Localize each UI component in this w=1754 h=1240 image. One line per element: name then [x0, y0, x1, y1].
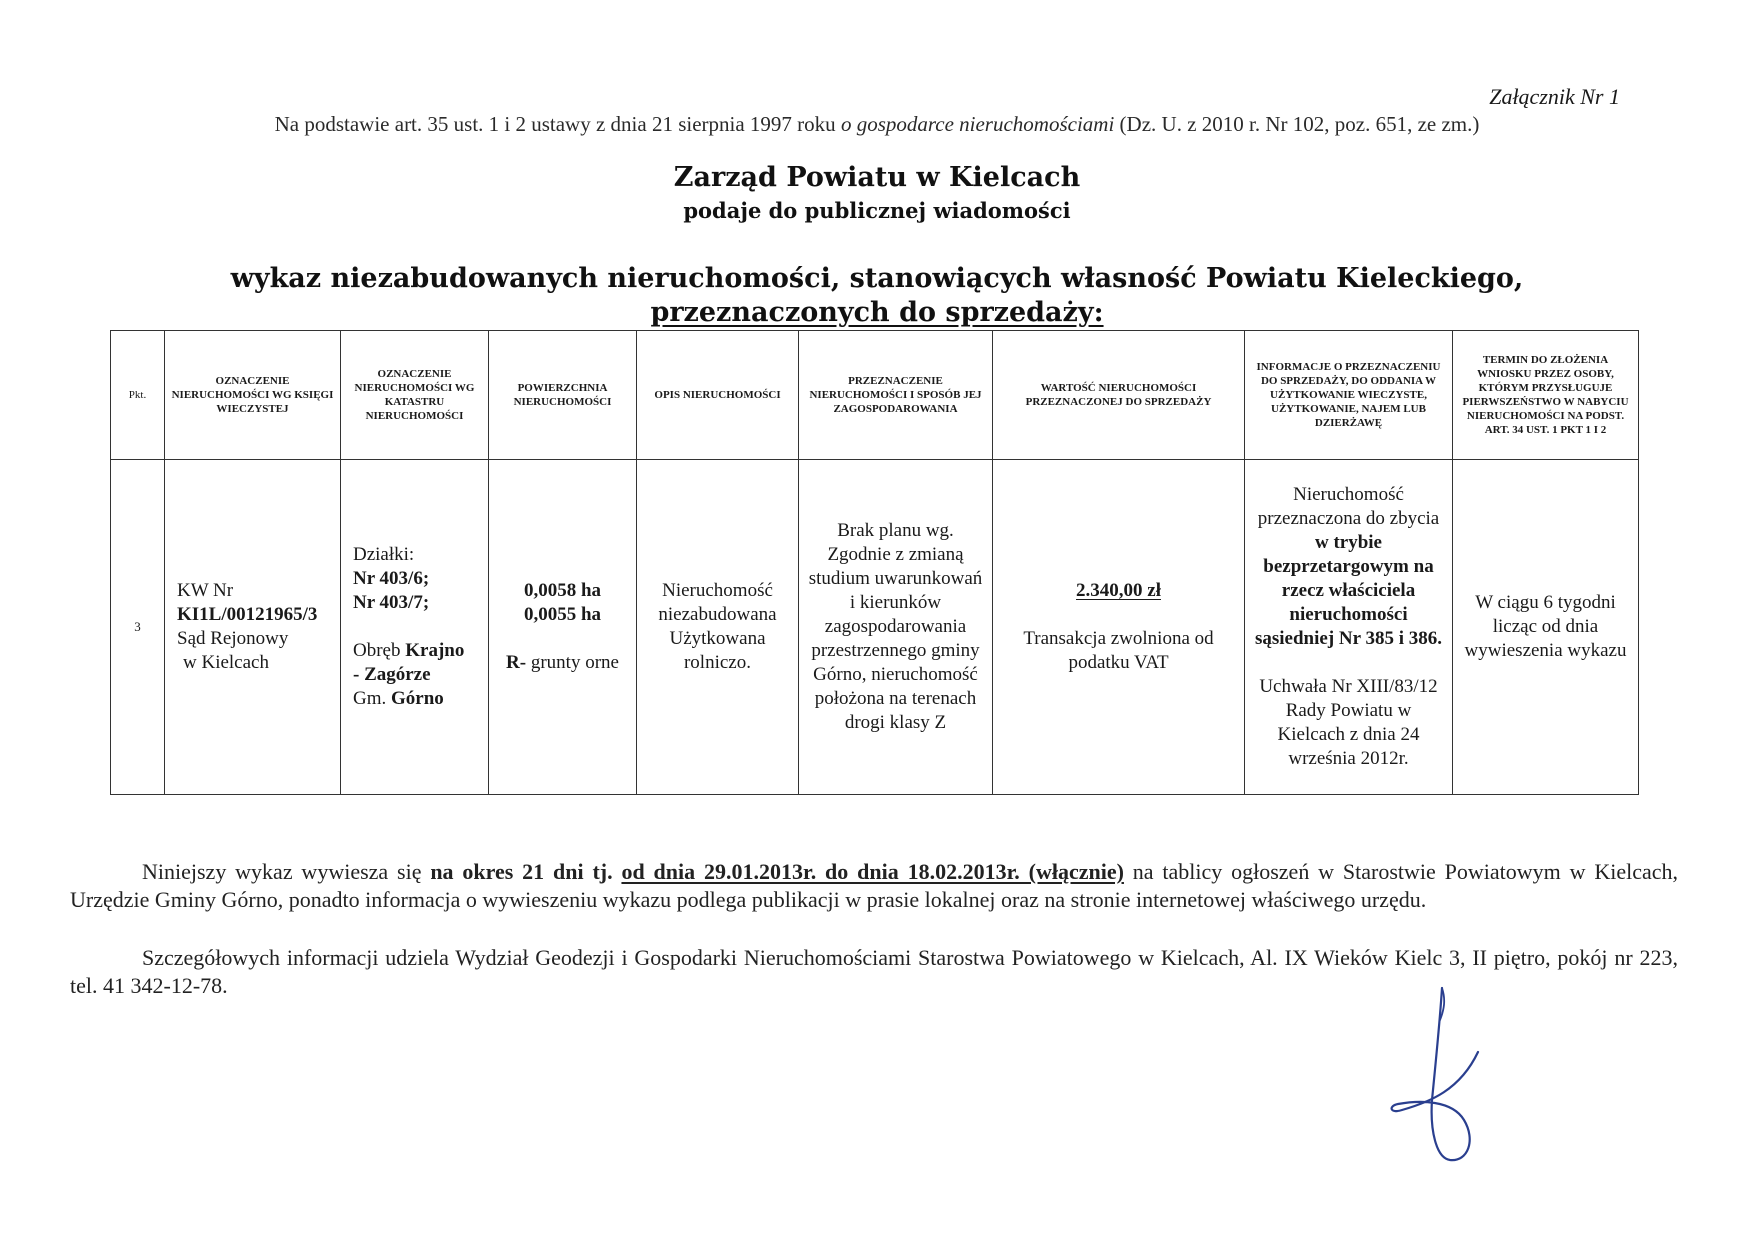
cell-description: Nieruchomość niezabudowana Użytkowana rolniczo.: [637, 460, 799, 795]
header-cadastre: OZNACZENIE NIERUCHOMOŚCI WG KATASTRU NIERUCHOMOŚCI: [341, 331, 489, 460]
footer-paragraph-2: Szczegółowych informacji udziela Wydział Geodezji i Gospodarki Nieruchomościami Starostwa Powiatowego w Kielcach, Al. IX Wieków Kielc 3, II piętro, pokój nr 223, tel. 41 342-12-78.: [70, 945, 1678, 998]
header-pkt: Pkt.: [111, 331, 165, 460]
kw-prefix: KW Nr: [177, 580, 234, 601]
cell-purpose: Brak planu wg. Zgodnie z zmianą studium uwarunkowań i kierunków zagospodarowania przestrzennego gminy Górno, nieruchomość położona na terenach drogi klasy Z: [799, 460, 993, 795]
table-row: [111, 460, 1639, 795]
header-area: POWIERZCHNIA NIERUCHOMOŚCI: [489, 331, 637, 460]
plot-1: Nr 403/6;: [353, 568, 430, 589]
header-purpose: PRZEZNACZENIE NIERUCHOMOŚCI I SPOSÓB JEJ ZAGOSPODAROWANIA: [799, 331, 993, 460]
area-2: 0,0055 ha: [523, 604, 602, 625]
cell-value: [993, 460, 1245, 795]
commune: Gm. Górno: [353, 688, 444, 709]
table-header-row: [111, 331, 1639, 460]
cell-cadastre: [341, 460, 489, 795]
property-table: [110, 330, 1639, 795]
header-deadline: TERMIN DO ZŁOŻENIA WNIOSKU PRZEZ OSOBY, KTÓRYM PRZYSŁUGUJE PIERWSZEŃSTWO W NABYCIU NIERUCHOMOŚCI NA PODST. ART. 34 UST. 1 PKT 1 I 2: [1453, 331, 1639, 460]
header-info: INFORMACJE O PRZEZNACZENIU DO SPRZEDAŻY, DO ODDANIA W UŻYTKOWANIE WIECZYSTE, UŻYTKOWANIE, NAJEM LUB DZIERŻAWĘ: [1245, 331, 1453, 460]
cell-info: [1245, 460, 1453, 795]
kw-city: w Kielcach: [183, 652, 269, 673]
list-heading: [0, 262, 1754, 330]
cell-deadline: W ciągu 6 tygodni licząc od dnia wywieszenia wykazu: [1453, 460, 1639, 795]
plots-label: Działki:: [353, 544, 415, 565]
value-amount: 2.340,00 zł: [1076, 580, 1161, 601]
document-subtitle: podaje do publicznej wiadomości: [683, 198, 1071, 223]
kw-court: Sąd Rejonowy: [177, 628, 289, 649]
precinct: Obręb Krajno: [353, 640, 465, 661]
header-land-register: OZNACZENIE NIERUCHOMOŚCI WG KSIĘGI WIECZYSTEJ: [165, 331, 341, 460]
kw-number: KI1L/00121965/3: [177, 604, 318, 625]
land-type: R- grunty orne: [506, 652, 619, 673]
header-description: OPIS NIERUCHOMOŚCI: [637, 331, 799, 460]
info-text: Nieruchomość przeznaczona do zbycia w trybie bezprzetargowym na rzecz właściciela nieruchomości sąsiedniej Nr 385 i 386.: [1254, 484, 1442, 649]
precinct-2: - Zagórze: [353, 664, 431, 685]
list-heading-line1: wykaz niezabudowanych nieruchomości, stanowiących własność Powiatu Kieleckiego,: [230, 263, 1524, 294]
vat-note: Transakcja zwolniona od podatku VAT: [1023, 628, 1214, 673]
plot-2: Nr 403/7;: [353, 592, 430, 613]
annex-label: Załącznik Nr 1: [1489, 84, 1620, 109]
cell-pkt: 3: [111, 460, 165, 795]
legal-basis: Na podstawie art. 35 ust. 1 i 2 ustawy z dnia 21 sierpnia 1997 roku o gospodarce nieruchomościami (Dz. U. z 2010 r. Nr 102, poz. 651, ze zm.): [274, 112, 1480, 136]
area-1: 0,0058 ha: [523, 580, 602, 601]
list-heading-line2: przeznaczonych do sprzedaży:: [650, 297, 1104, 328]
handwritten-signature: [1380, 980, 1490, 1170]
cell-land-register: [165, 460, 341, 795]
resolution: Uchwała Nr XIII/83/12 Rady Powiatu w Kielcach z dnia 24 września 2012r.: [1259, 676, 1438, 769]
footer-paragraph-1: Niniejszy wykaz wywiesza się na okres 21 dni tj. od dnia 29.01.2013r. do dnia 18.02.2013r. (włącznie) na tablicy ogłoszeń w Starostwie Powiatowym w Kielcach, Urzędzie Gminy Górno, ponadto informacja o wywieszeniu wykazu podlega publikacji w prasie lokalnej oraz na stronie internetowej właściwego urzędu.: [70, 859, 1678, 912]
cell-area: [489, 460, 637, 795]
header-value: WARTOŚĆ NIERUCHOMOŚCI PRZEZNACZONEJ DO SPRZEDAŻY: [993, 331, 1245, 460]
document-title: Zarząd Powiatu w Kielcach: [673, 162, 1081, 193]
